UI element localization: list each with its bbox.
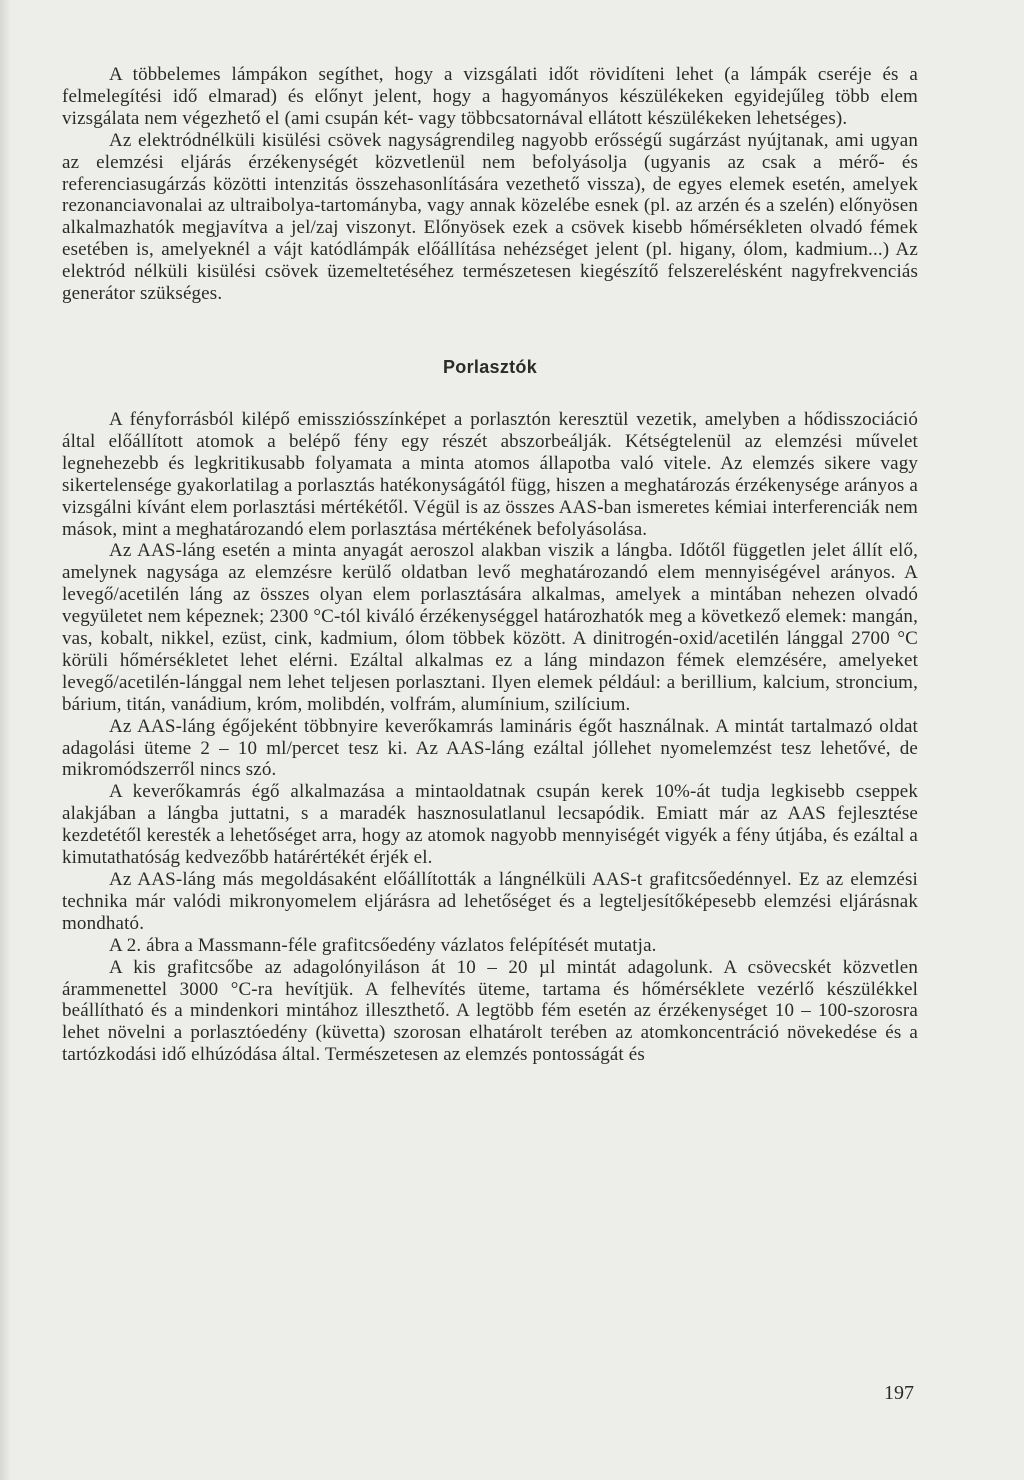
paragraph-burner: Az AAS-láng égőjeként többnyire keverőkamrás lamináris égőt használnak. A mintát tartalmazó oldat adagolási üteme 2 – 10 ml/percet tesz ki. Az AAS-láng ezáltal jóllehet nyomelemzést tesz lehetővé, de mikromódszerről nincs szó. (62, 715, 918, 781)
paragraph-electrodeless-tubes: Az elektródnélküli kisülési csövek nagyságrendileg nagyobb erősségű sugárzást nyújtanak, ami ugyan az elemzési eljárás érzékenységét közvetlenül nem befolyásolja (ugyanis az csak a mérő- és referenciasugárzás közötti intenzitás összehasonlítására vezethető vissza), de egyes elemek esetén, amelyek rezonanciavonalai az ultraibolya-tartományba, vagy annak közelébe esnek (pl. az arzén és a szelén) előnyösen alkalmazhatók megjavítva a jel/zaj viszonyt. Előnyösek ezek a csövek kisebb hőmérsékleten olvadó fémek esetében is, amelyeknél a vájt katódlámpák előállítása nehézséget jelent (pl. higany, ólom, kadmium...) Az elektród nélküli kisülési csövek üzemeltetéséhez természetesen kiegészítő felszerelésként nagyfrekvenciás generátor szükséges. (62, 129, 918, 305)
page-number: 197 (884, 1382, 914, 1404)
paragraph-aas-flame: Az AAS-láng esetén a minta anyagát aeroszol alakban viszik a lángba. Időtől független jelet állít elő, amelynek nagysága az elemzésre kerülő oldatban levő meghatározandó elem mennyiségével arányos. A levegő/acetilén láng az összes olyan elem porlasztására alkalmas, amelyek a mintában nehezen olvadó vegyületet nem képeznek; 2300 °C-tól kiváló érzékenységgel határozhatók meg a következő elemek: mangán, vas, kobalt, nikkel, ezüst, cink, kadmium, ólom többek között. A dinitrogén-oxid/acetilén lánggal 2700 °C körüli hőmérsékletet lehet elérni. Ezáltal alkalmas ez a láng mindazon fémek elemzésére, amelyeket levegő/acetilén-lánggal nem lehet teljesen porlasztani. Ilyen elemek például: a berillium, kalcium, stroncium, bárium, titán, vanádium, króm, molibdén, volfrám, alumínium, szilícium. (62, 540, 918, 715)
section-heading: Porlasztók (442, 356, 538, 377)
paragraph-sample-dosing: A kis grafitcsőbe az adagolónyiláson át 10 – 20 µl mintát adagolunk. A csövecskét közvetlen árammenettel 3000 °C-ra hevítjük. A felhevítés üteme, tartama és hőmérséklete vezérlő készülékkel beállítható és a mindenkori mintához illeszthető. A legtöbb fém esetén az érzékenységet 10 – 100-szorosra lehet növelni a porlasztóedény (küvetta) szorosan elhatárolt terében az atomkoncentráció növekedése és a tartózkodási idő elhúzódása által. Természetesen az elemzés pontosságát és (62, 956, 918, 1066)
paragraph-atomizer-intro: A fényforrásból kilépő emissziósszínképet a porlasztón keresztül vezetik, amelyben a hődisszociáció által előállított atomok a belépő fény egy részét abszorbeálják. Kétségtelenül az elemzési művelet legnehezebb és legkritikusabb folyamata a minta atomos állapotba való vitele. Az elemzés sikere vagy sikertelensége gyakorlatilag a porlasztás hatékonyságától függ, hiszen a meghatározás érzékenysége arányos a vizsgálni kívánt elem porlasztási mértékétől. Végül is az összes AAS-ban ismeretes kémiai interferenciák nem mások, mint a meghatározandó elem porlasztása mértékének befolyásolása. (62, 408, 918, 540)
page-edge-shadow (0, 0, 10, 1480)
page-body (62, 64, 918, 1066)
paragraph-figure-reference: A 2. ábra a Massmann-féle grafitcsőedény vázlatos felépítését mutatja. (109, 934, 657, 956)
paragraph-graphite-furnace: Az AAS-láng más megoldásaként előállították a lángnélküli AAS-t grafitcsőedénnyel. Ez az elemzési technika már valódi mikronyomelem eljárásra ad lehetőséget és a legteljesítőképesebb elemzési eljárásnak mondható. (62, 869, 918, 934)
paragraph-mixing-chamber: A keverőkamrás égő alkalmazása a mintaoldatnak csupán kerek 10%-át tudja legkisebb cseppek alakjában a lángba juttatni, s a maradék hasznosulatlanul lecsapódik. Emiatt már az AAS fejlesztése kezdetétől keresték a lehetőséget arra, hogy az atomok nagyobb mennyiségét vigyék a fény útjába, és ezáltal a kimutathatóság kedvezőbb határértékét érjék el. (62, 781, 918, 869)
paragraph-lamps: A többelemes lámpákon segíthet, hogy a vizsgálati időt rövidíteni lehet (a lámpák cseréje és a felmelegítési idő elmarad) és előnyt jelent, hogy a hagyományos készülékeken egyidejűleg több elem vizsgálata nem végezhető el (ami csupán két- vagy többcsatornával ellátott készülékeken lehetséges). (62, 64, 918, 129)
